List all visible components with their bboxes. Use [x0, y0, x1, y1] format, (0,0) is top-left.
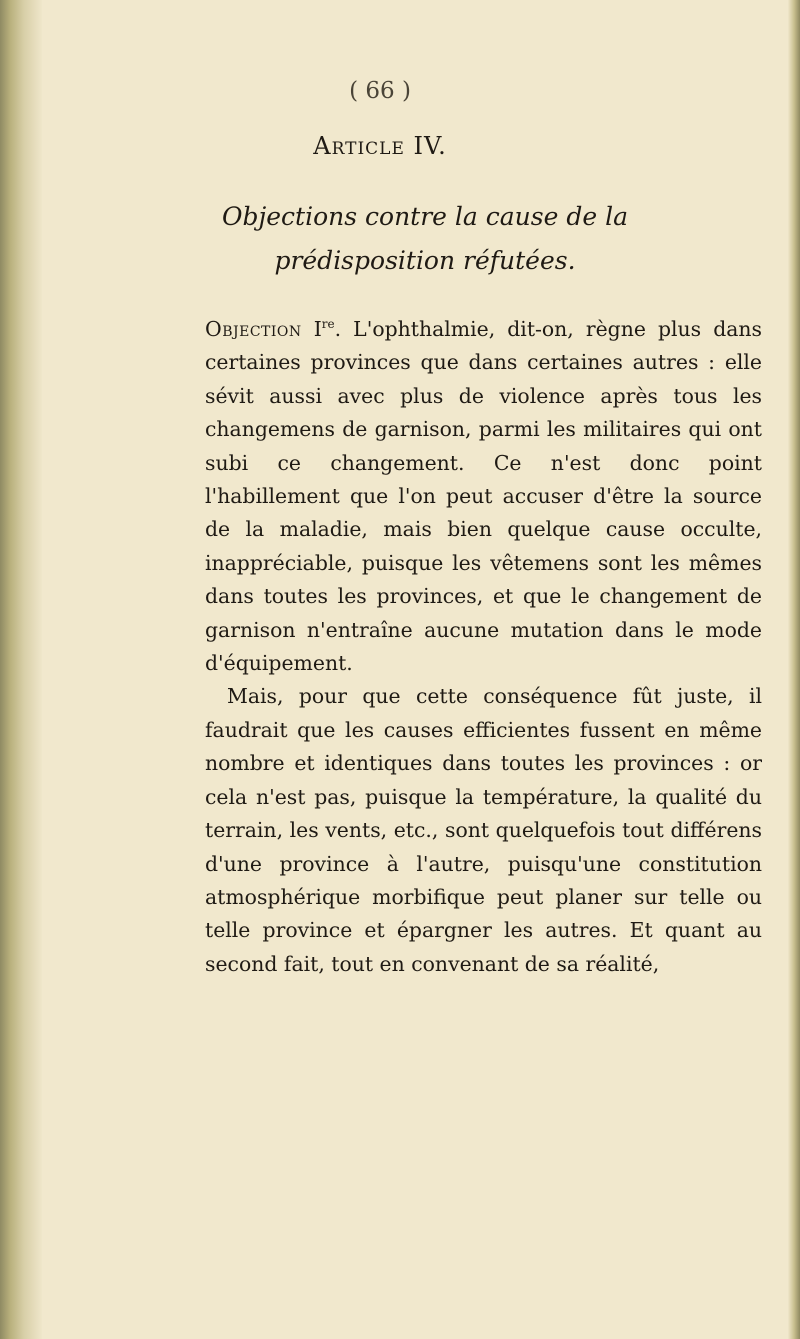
paragraph-2: Mais, pour que cette conséquence fût juste, il faudrait que les causes efficientes fussent en même nombre et identiques dans toutes les provinces : or cela n'est pas, puisque la température, la qualité du terrain, les vents, etc., sont quelquefois tout différens d'une province à l'autre, puisqu'une constitution atmosphérique morbifique peut planer sur telle ou telle province et épargner les autres. Et quant au second fait, tout en convenant de sa réalité, — [205, 684, 762, 976]
paragraph-1-text: L'ophthalmie, dit-on, règne plus dans certaines provinces que dans certaines autres : elle sévit aussi avec plus de violence après tous les changemens de garnison, parmi les militaires qui ont subi ce changement. Ce n'est donc point l'habillement que l'on peut accuser d'être la source de la maladie, mais bien quelque cause occulte, inappréciable, puisque les vêtemens sont les mêmes dans toutes les provinces, et que le changement de garnison n'entraîne aucune mutation dans le mode d'équipement. — [205, 317, 762, 676]
page-number: ( 66 ) — [349, 78, 411, 104]
article-title: Article IV. — [313, 132, 447, 160]
body-text — [205, 313, 762, 981]
objection-numeral-superscript: re — [321, 317, 335, 332]
section-heading: Objections contre la cause de la prédisposition réfutées. — [222, 202, 628, 275]
paragraph-objection — [205, 313, 762, 680]
objection-numeral-period: . — [334, 317, 342, 341]
objection-label: Objection — [205, 317, 302, 341]
objection-numeral: I — [313, 317, 322, 341]
